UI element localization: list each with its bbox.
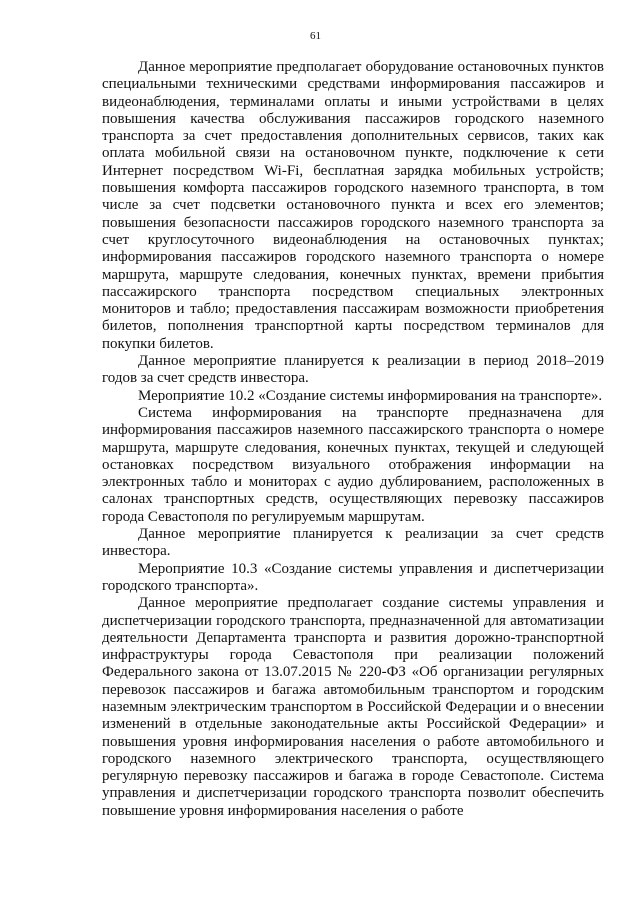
paragraph-investor-funding: Данное мероприятие планируется к реализации за счет средств инвестора. <box>102 526 604 560</box>
page-number: 61 <box>310 30 321 42</box>
paragraph-implementation-period: Данное мероприятие планируется к реализации в период 2018–2019 годов за счет средств инвестора. <box>102 353 604 387</box>
paragraph-information-system-description: Система информирования на транспорте предназначена для информирования пассажиров наземного пассажирского транспорта о номере маршрута, маршруте следования, конечных пунктах, текущей и следующей остановках посредством визуального отображения информации на электронных табло и мониторах с аудио дублированием, расположенных в салонах транспортных средств, осуществляющих перевозку пассажиров города Севастополя по регулируемым маршрутам. <box>102 404 604 525</box>
body-text <box>102 59 604 820</box>
paragraph-measure-10-3-title: Мероприятие 10.3 «Создание системы управления и диспетчеризации городского транспорта». <box>102 560 604 594</box>
paragraph-bus-stop-equipment: Данное мероприятие предполагает оборудование остановочных пунктов специальными техническими средствами информирования пассажиров и видеонаблюдения, терминалами оплаты и иными устройствами в целях повышения качества обслуживания пассажиров городского наземного транспорта за счет предоставления дополнительных сервисов, таких как оплата мобильной связи на остановочном пункте, подключение к сети Интернет посредством Wi-Fi, бесплатная зарядка мобильных устройств; повышения комфорта пассажиров городского наземного транспорта, в том числе за счет подсветки остановочного пункта и всех его элементов; повышения безопасности пассажиров городского наземного транспорта за счет круглосуточного видеонаблюдения на остановочных пунктах; информирования пассажиров городского наземного транспорта о номере маршрута, маршруте следования, конечных пунктах, времени прибытия пассажирского транспорта посредством специальных электронных мониторов и табло; предоставления пассажирам возможности приобретения билетов, пополнения транспортной карты посредством терминалов для покупки билетов. <box>102 59 604 352</box>
paragraph-measure-10-2-title: Мероприятие 10.2 «Создание системы информирования на транспорте». <box>138 387 603 404</box>
paragraph-dispatch-system-description: Данное мероприятие предполагает создание системы управления и диспетчеризации городского транспорта, предназначенной для автоматизации деятельности Департамента транспорта и развития дорожно-транспортной инфраструктуры города Севастополя при реализации положений Федерального закона от 13.07.2015 № 220-ФЗ «Об организации регулярных перевозок пассажиров и багажа автомобильным транспортом и городским наземным электрическим транспортом в Российской Федерации и о внесении изменений в отдельные законодательные акты Российской Федерации» и повышения уровня информирования населения о работе автомобильного и городского наземного электрического транспорта, осуществляющего регулярную перевозку пассажиров и багажа в городе Севастополе. Система управления и диспетчеризации городского транспорта позволит обеспечить повышение уровня информирования населения о работе <box>102 595 604 819</box>
